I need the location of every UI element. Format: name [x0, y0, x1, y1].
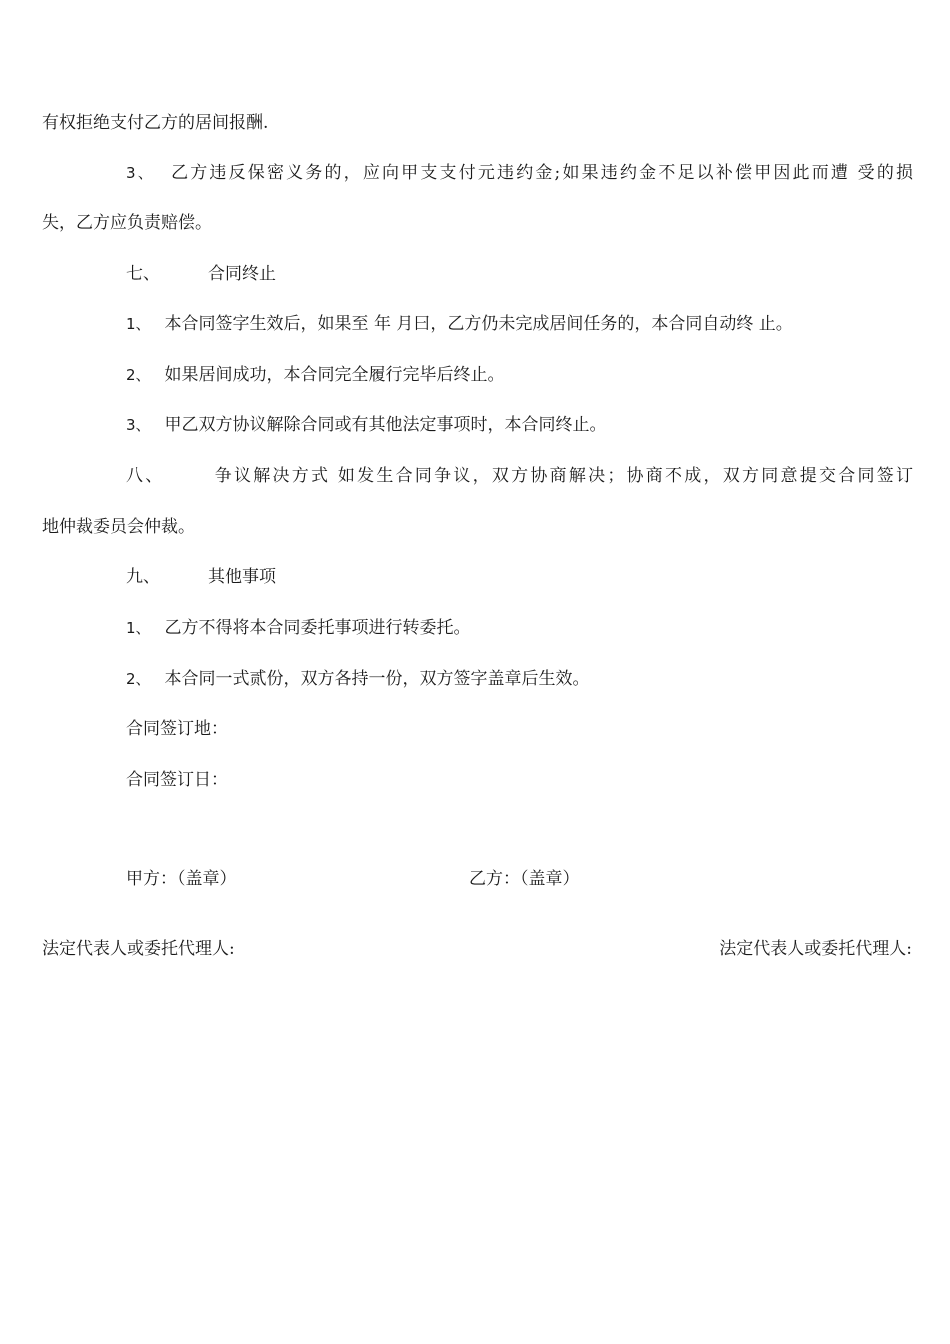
party-a-seal — [126, 868, 237, 890]
section-text: 争议解决方式 如发生合同争议，双方协商解决；协商不成，双方同意提交合同签订 — [212, 466, 914, 486]
section-title: 其他事项 — [208, 567, 276, 587]
paragraph-text: 有权拒绝支付乙方的居间报酬. — [42, 113, 269, 133]
clause-7-1 — [126, 313, 793, 335]
party-a-label: 甲方：（盖章） — [126, 869, 237, 889]
clause-7-3 — [126, 414, 607, 436]
section-number: 七、 — [126, 264, 160, 284]
party-b-representative — [719, 938, 912, 960]
sign-place-label: 合同签订地： — [126, 719, 228, 739]
clause-text: 乙方不得将本合同委托事项进行转委托。 — [164, 618, 471, 638]
clause-number: 3、 — [126, 164, 155, 182]
representative-label: 法定代表人或委托代理人: — [719, 939, 912, 959]
section-8-continued — [42, 516, 195, 538]
clause-7-2 — [126, 364, 505, 386]
sign-date-line — [126, 769, 228, 791]
clause-number: 2、 — [126, 366, 151, 384]
representative-label: 法定代表人或委托代理人: — [42, 939, 235, 959]
party-a-representative — [42, 938, 235, 960]
clause-9-1 — [126, 617, 471, 639]
clause-6-3-continued — [42, 212, 212, 234]
clause-number: 3、 — [126, 416, 151, 434]
clause-text: 甲乙双方协议解除合同或有其他法定事项时，本合同终止。 — [164, 415, 607, 435]
clause-text: 乙方违反保密义务的，应向甲支支付元违约金;如果违约金不足以补偿甲因此而遭 受的损 — [168, 163, 914, 183]
clause-9-2 — [126, 668, 590, 690]
section-text: 地仲裁委员会仲裁。 — [42, 517, 195, 537]
clause-number: 1、 — [126, 619, 151, 637]
section-number: 八、 — [126, 466, 165, 486]
sign-date-label: 合同签订日： — [126, 770, 228, 790]
clause-text: 本合同签字生效后，如果至 年 月曰，乙方仍未完成居间任务的，本合同自动终 止。 — [164, 314, 793, 334]
clause-text: 如果居间成功，本合同完全履行完毕后终止。 — [164, 365, 505, 385]
section-8-heading — [126, 465, 913, 487]
sign-place-line — [126, 718, 228, 740]
party-b-seal — [469, 868, 580, 890]
clause-text: 本合同一式贰份，双方各持一份，双方签字盖章后生效。 — [164, 669, 590, 689]
party-b-label: 乙方：（盖章） — [469, 869, 580, 889]
clause-number: 2、 — [126, 670, 151, 688]
section-title: 合同终止 — [208, 264, 276, 284]
section-9-heading — [126, 566, 276, 588]
clause-number: 1、 — [126, 315, 151, 333]
clause-6-3 — [126, 162, 913, 184]
paragraph-line — [42, 112, 268, 134]
section-7-heading — [126, 263, 276, 285]
clause-text: 失，乙方应负责赔偿。 — [42, 213, 212, 233]
section-number: 九、 — [126, 567, 160, 587]
